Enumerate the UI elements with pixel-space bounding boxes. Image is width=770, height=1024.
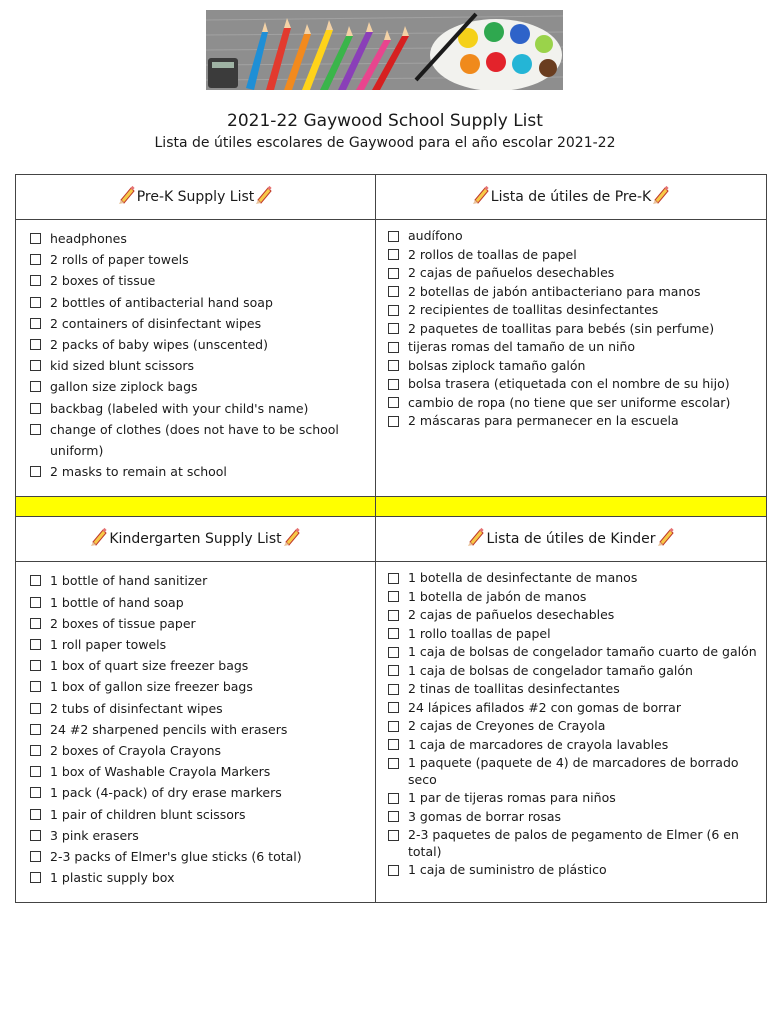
kinder-es-header: [376, 517, 767, 562]
checkbox-icon[interactable]: [388, 793, 399, 804]
item-text: bolsas ziplock tamaño galón: [408, 357, 586, 373]
checkbox-icon[interactable]: [388, 647, 399, 658]
checklist-item: [50, 228, 367, 249]
item-text: gallon size ziplock bags: [50, 379, 198, 395]
checkbox-icon[interactable]: [30, 275, 41, 286]
checklist-item: [408, 247, 758, 264]
checkbox-icon[interactable]: [388, 610, 399, 621]
checkbox-icon[interactable]: [30, 830, 41, 841]
checklist-item: [50, 376, 367, 397]
checklist-item: [408, 790, 758, 807]
prek-es-title: Lista de útiles de Pre-K: [490, 189, 652, 205]
checklist-item: [50, 867, 367, 888]
checkbox-icon[interactable]: [388, 665, 399, 676]
item-text: 2-3 paquetes de palos de pegamento de Elmer (6 en total): [408, 827, 739, 859]
checkbox-icon[interactable]: [30, 403, 41, 414]
checklist-item: [50, 592, 367, 613]
pencil-icon: [656, 526, 676, 546]
item-text: tijeras romas del tamaño de un niño: [408, 339, 636, 354]
checklist-item: [50, 804, 367, 825]
checkbox-icon[interactable]: [388, 231, 399, 242]
item-text: 2 tubs of disinfectant wipes: [50, 700, 223, 716]
checklist-item: [408, 809, 758, 826]
checkbox-icon[interactable]: [30, 872, 41, 883]
item-text: 1 caja de suministro de plástico: [408, 862, 607, 878]
prek-en-list-cell: [16, 220, 376, 497]
item-text: headphones: [50, 231, 127, 246]
checkbox-icon[interactable]: [30, 360, 41, 371]
item-text: 3 gomas de borrar rosas: [408, 808, 562, 824]
item-text: 2 cajas de Creyones de Crayola: [408, 718, 606, 734]
item-text: 1 plastic supply box: [50, 870, 175, 886]
checkbox-icon[interactable]: [388, 249, 399, 260]
yellow-separator: [376, 497, 767, 517]
checkbox-icon[interactable]: [30, 318, 41, 329]
checkbox-icon[interactable]: [30, 233, 41, 244]
item-text: 2 containers of disinfectant wipes: [50, 315, 262, 331]
pencil-icon: [254, 184, 274, 204]
item-text: 2 boxes of tissue paper: [50, 615, 196, 631]
pencil-icon: [117, 184, 137, 204]
checklist-item: [50, 355, 367, 376]
checkbox-icon[interactable]: [30, 466, 41, 477]
checklist-item: [408, 284, 758, 301]
item-text: 2 packs of baby wipes (unscented): [50, 337, 268, 353]
kinder-en-title: Kindergarten Supply List: [109, 531, 282, 548]
item-text: 1 box of gallon size freezer bags: [50, 679, 253, 695]
prek-en-list: [16, 220, 375, 496]
pencil-icon: [651, 184, 671, 204]
kinder-es-list-cell: [376, 562, 767, 903]
banner-image: [206, 10, 563, 90]
pencil-icon: [471, 184, 491, 204]
item-text: 2 cajas de pañuelos desechables: [408, 265, 615, 280]
prek-en-title: Pre-K Supply List: [136, 189, 255, 205]
item-text: 1 bottle of hand sanitizer: [50, 573, 208, 589]
item-text: 1 botella de jabón de manos: [408, 588, 587, 604]
checkbox-icon[interactable]: [30, 597, 41, 608]
item-text: 2 botellas de jabón antibacteriano para manos: [408, 283, 701, 299]
checkbox-icon[interactable]: [30, 381, 41, 392]
item-text: 3 pink erasers: [50, 827, 139, 843]
checklist-item: [50, 461, 367, 482]
item-text: 2 boxes of Crayola Crayons: [50, 743, 222, 759]
checkbox-icon[interactable]: [388, 286, 399, 297]
checkbox-icon[interactable]: [30, 851, 41, 862]
item-text: backbag (labeled with your child's name): [50, 400, 309, 416]
checklist-item: [408, 265, 758, 282]
checkbox-icon[interactable]: [30, 639, 41, 650]
item-text: 24 #2 sharpened pencils with erasers: [50, 721, 288, 737]
checkbox-icon[interactable]: [388, 684, 399, 695]
item-text: 2 recipientes de toallitas desinfectantes: [408, 302, 659, 317]
checklist-item: [50, 419, 367, 461]
checklist-item: [408, 607, 758, 624]
checkbox-icon[interactable]: [388, 573, 399, 584]
prek-es-header: [376, 175, 767, 220]
checklist-item: [50, 676, 367, 697]
item-text: 2 cajas de pañuelos desechables: [408, 607, 615, 623]
checkbox-icon[interactable]: [30, 424, 41, 435]
kinder-en-header: [16, 517, 376, 562]
checklist-item: [50, 313, 367, 334]
prek-en-header: [16, 175, 376, 220]
checkbox-icon[interactable]: [30, 254, 41, 265]
checklist-item: [408, 321, 758, 338]
item-text: 24 lápices afilados #2 con gomas de borrar: [408, 699, 681, 715]
item-text: 1 caja de bolsas de congelador tamaño cuarto de galón: [408, 644, 757, 660]
kinder-es-title: Lista de útiles de Kinder: [486, 531, 656, 548]
kinder-en-list: [16, 562, 375, 902]
item-text: 2 masks to remain at school: [50, 464, 227, 480]
item-text: kid sized blunt scissors: [50, 358, 195, 374]
kinder-en-list-cell: [16, 562, 376, 903]
item-text: audífono: [408, 228, 463, 243]
checklist-item: [408, 570, 758, 587]
item-text: 1 bottle of hand soap: [50, 594, 184, 610]
checklist-item: [408, 589, 758, 606]
item-text: cambio de ropa (no tiene que ser uniforme escolar): [408, 394, 731, 410]
item-text: 1 box of quart size freezer bags: [50, 658, 249, 674]
checklist-item: [408, 376, 758, 393]
checklist-item: [50, 613, 367, 634]
checklist-item: [408, 700, 758, 717]
checkbox-icon[interactable]: [388, 739, 399, 750]
item-text: 1 par de tijeras romas para niños: [408, 790, 616, 806]
pencil-icon: [466, 526, 486, 546]
item-text: 1 roll paper towels: [50, 637, 167, 653]
checklist-item: [50, 334, 367, 355]
checkbox-icon[interactable]: [388, 865, 399, 876]
checkbox-icon[interactable]: [30, 809, 41, 820]
checklist-item: [408, 339, 758, 356]
item-text: 1 botella de desinfectante de manos: [408, 570, 638, 586]
prek-es-list-cell: [376, 220, 767, 497]
checkbox-icon[interactable]: [30, 339, 41, 350]
checklist-item: [408, 862, 758, 879]
item-text: 2-3 packs of Elmer's glue sticks (6 total): [50, 849, 302, 865]
checklist-item: [408, 681, 758, 698]
page-subtitle: Lista de útiles escolares de Gaywood para el año escolar 2021-22: [154, 135, 616, 151]
item-text: 2 máscaras para permanecer en la escuela: [408, 413, 679, 428]
checkbox-icon[interactable]: [30, 745, 41, 756]
checklist-item: [50, 570, 367, 591]
checklist-item: [50, 292, 367, 313]
item-text: 2 bottles of antibacterial hand soap: [50, 294, 273, 310]
checkbox-icon[interactable]: [388, 721, 399, 732]
item-text: 2 rollos de toallas de papel: [408, 246, 577, 262]
item-text: 1 pack (4-pack) of dry erase markers: [50, 785, 282, 801]
checklist-item: [50, 846, 367, 867]
checklist-item: [50, 698, 367, 719]
item-text: bolsa trasera (etiquetada con el nombre de su hijo): [408, 376, 730, 391]
checklist-item: [408, 663, 758, 680]
checklist-item: [408, 413, 758, 430]
checkbox-icon[interactable]: [388, 811, 399, 822]
checklist-item: [50, 719, 367, 740]
checkbox-icon[interactable]: [30, 618, 41, 629]
checkbox-icon[interactable]: [30, 703, 41, 714]
item-text: 1 box of Washable Crayola Markers: [50, 764, 271, 780]
item-text: 2 boxes of tissue: [50, 273, 156, 289]
item-text: 1 caja de marcadores de crayola lavables: [408, 736, 669, 752]
item-text: 1 paquete (paquete de 4) de marcadores de borrado seco: [408, 755, 739, 787]
checklist-item: [50, 249, 367, 270]
item-text: change of clothes (does not have to be school uniform): [50, 421, 339, 459]
checkbox-icon[interactable]: [30, 660, 41, 671]
item-text: 2 paquetes de toallitas para bebés (sin perfume): [408, 320, 715, 336]
checklist-item: [408, 827, 758, 860]
checkbox-icon[interactable]: [30, 297, 41, 308]
checklist-item: [408, 718, 758, 735]
checklist-item: [408, 302, 758, 319]
checklist-item: [50, 782, 367, 803]
checkbox-icon[interactable]: [388, 830, 399, 841]
item-text: 1 caja de bolsas de congelador tamaño galón: [408, 662, 693, 678]
checklist-item: [408, 626, 758, 643]
checklist-item: [408, 737, 758, 754]
checkbox-icon[interactable]: [388, 305, 399, 316]
checklist-item: [50, 655, 367, 676]
pencil-icon: [282, 526, 302, 546]
checkbox-icon[interactable]: [388, 379, 399, 390]
kinder-es-list: [376, 562, 766, 887]
checklist-item: [408, 644, 758, 661]
checklist-item: [50, 270, 367, 291]
supply-table: [15, 174, 767, 903]
checklist-item: [50, 740, 367, 761]
checkbox-icon[interactable]: [30, 681, 41, 692]
checklist-item: [50, 398, 367, 419]
checklist-item: [50, 825, 367, 846]
page-title: 2021-22 Gaywood School Supply List: [227, 111, 543, 131]
item-text: 2 tinas de toallitas desinfectantes: [408, 681, 620, 697]
item-text: 1 pair of children blunt scissors: [50, 806, 246, 822]
checkbox-icon[interactable]: [30, 766, 41, 777]
item-text: 2 rolls of paper towels: [50, 252, 189, 268]
yellow-separator: [16, 497, 376, 517]
checklist-item: [408, 358, 758, 375]
checkbox-icon[interactable]: [30, 575, 41, 586]
checklist-item: [408, 395, 758, 412]
checklist-item: [50, 634, 367, 655]
checkbox-icon[interactable]: [30, 724, 41, 735]
checklist-item: [408, 755, 758, 788]
checkbox-icon[interactable]: [388, 397, 399, 408]
checklist-item: [50, 761, 367, 782]
prek-es-list: [376, 220, 766, 438]
checkbox-icon[interactable]: [388, 758, 399, 769]
checklist-item: [408, 228, 758, 245]
checkbox-icon[interactable]: [30, 787, 41, 798]
checkbox-icon[interactable]: [388, 268, 399, 279]
checkbox-icon[interactable]: [388, 628, 399, 639]
pencil-icon: [89, 526, 109, 546]
checkbox-icon[interactable]: [388, 360, 399, 371]
checkbox-icon[interactable]: [388, 323, 399, 334]
item-text: 1 rollo toallas de papel: [408, 625, 551, 641]
checkbox-icon[interactable]: [388, 342, 399, 353]
checkbox-icon[interactable]: [388, 702, 399, 713]
checkbox-icon[interactable]: [388, 591, 399, 602]
checkbox-icon[interactable]: [388, 416, 399, 427]
